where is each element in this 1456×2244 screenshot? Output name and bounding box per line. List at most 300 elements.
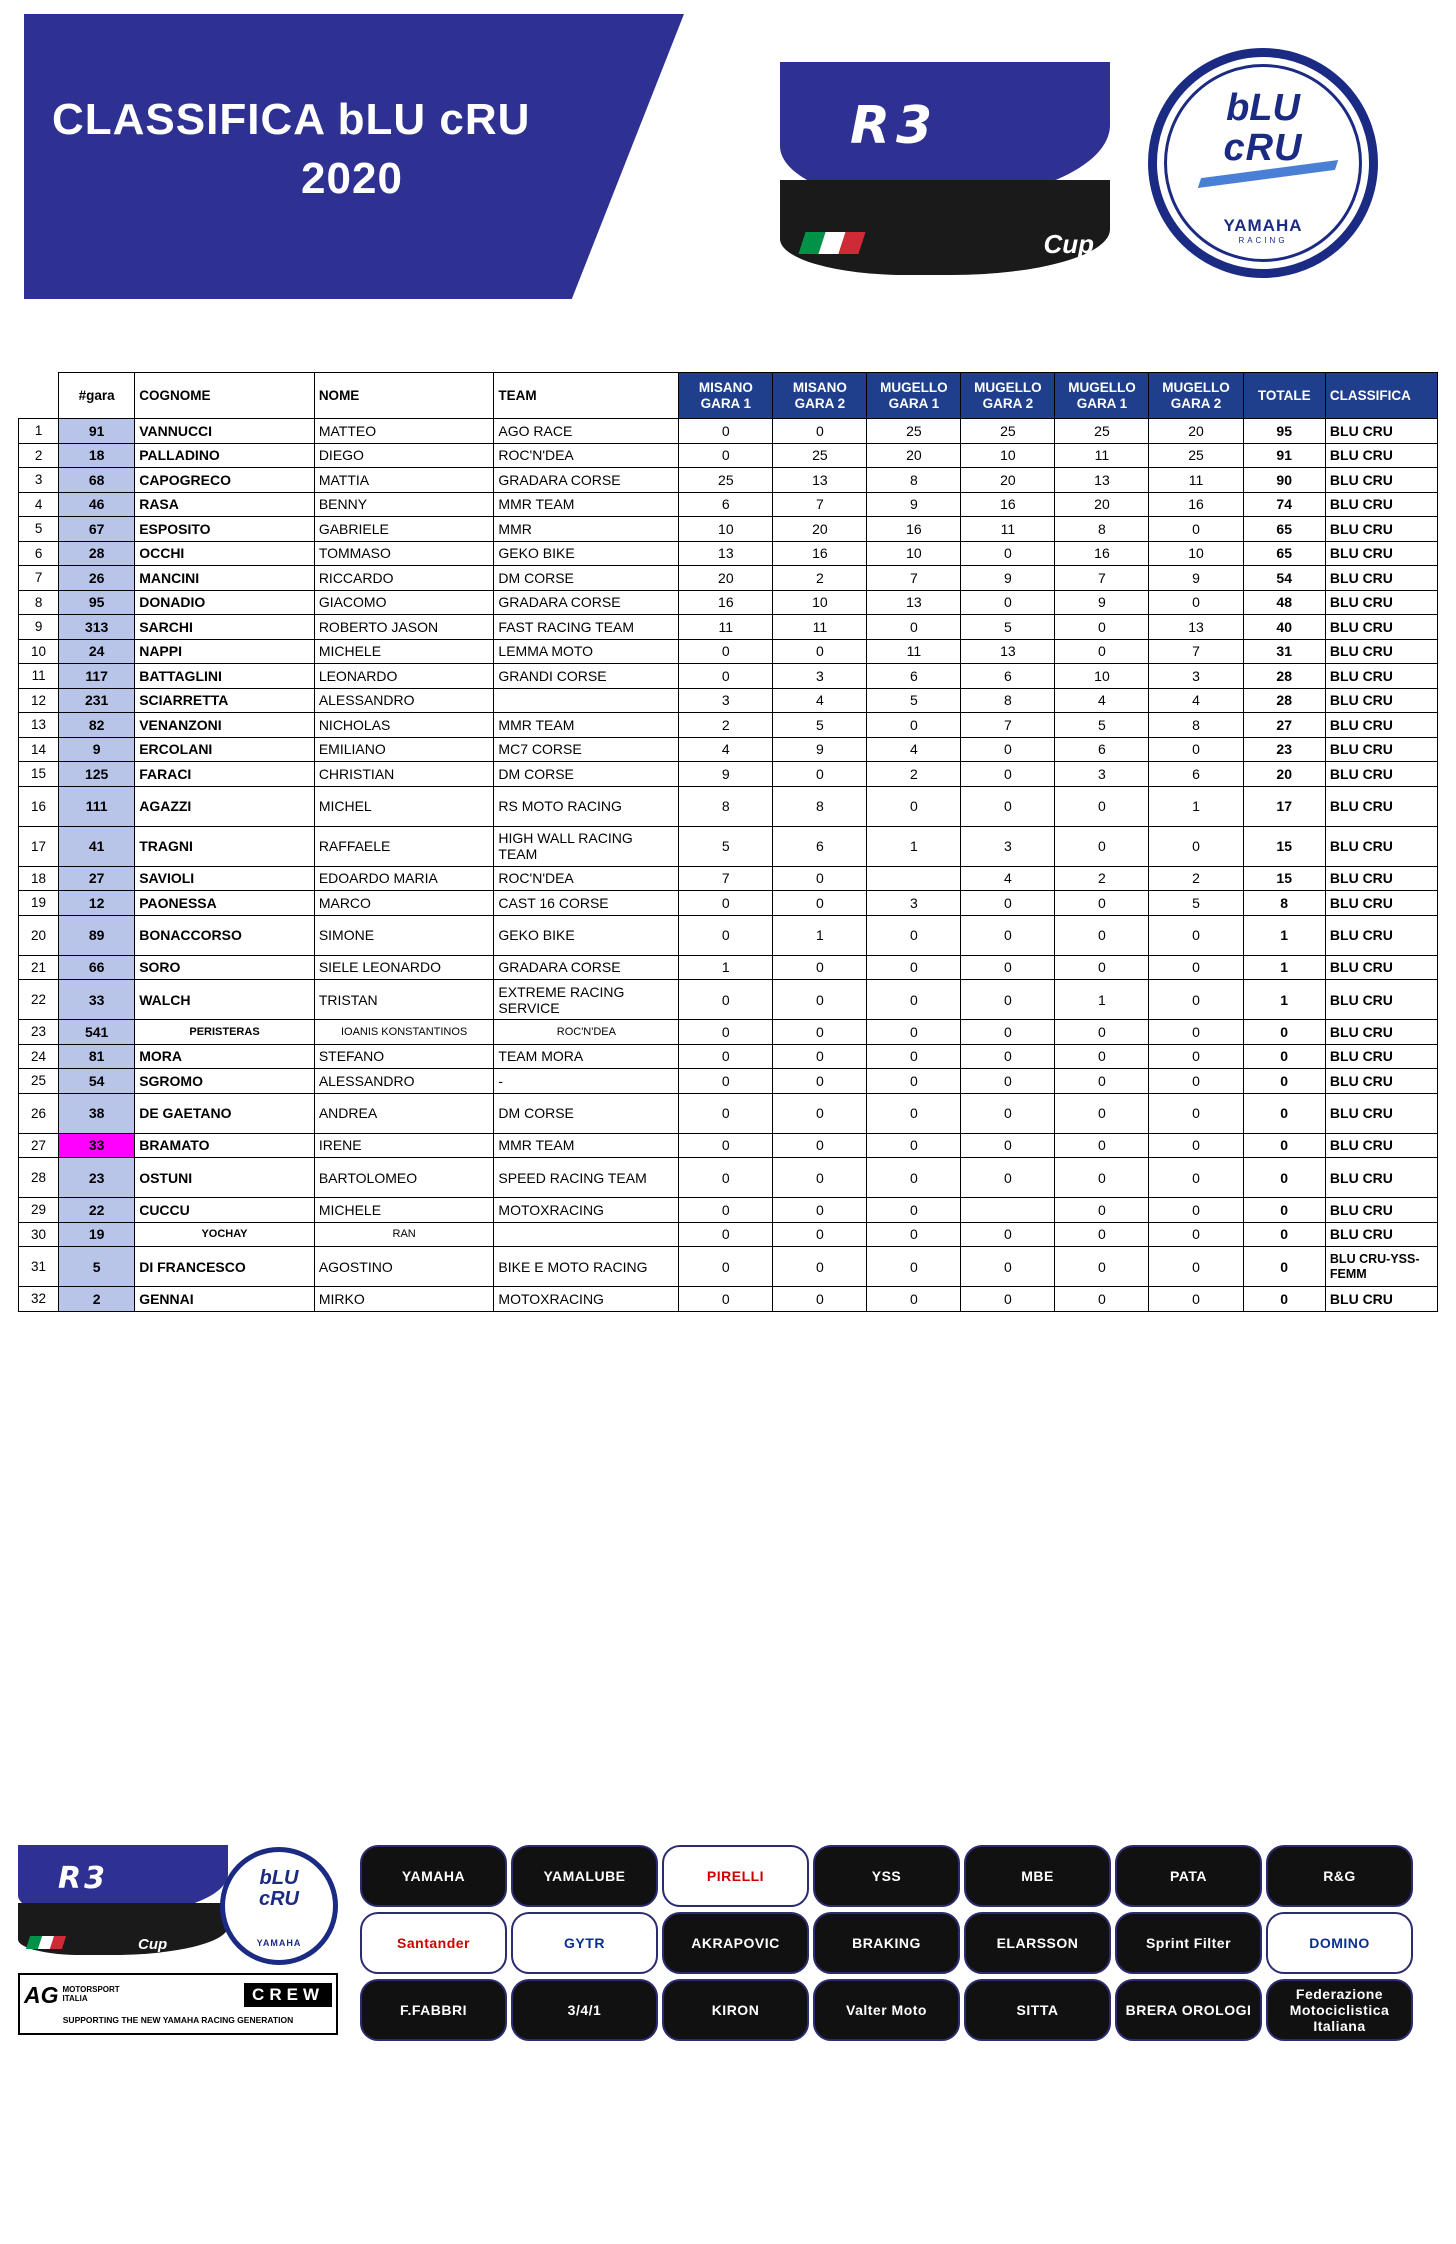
- row-race-score-6: 0: [1149, 826, 1243, 866]
- row-team: TEAM MORA: [494, 1044, 679, 1069]
- row-race-score-4: [961, 1198, 1055, 1223]
- table-row: [19, 615, 1438, 640]
- row-race-score-3: 10: [867, 541, 961, 566]
- table-row: [19, 866, 1438, 891]
- row-surname: MORA: [135, 1044, 315, 1069]
- row-surname: PAONESSA: [135, 891, 315, 916]
- row-firstname: RAFFAELE: [314, 826, 494, 866]
- row-race-score-2: 0: [773, 1158, 867, 1198]
- row-firstname: RICCARDO: [314, 566, 494, 591]
- row-race-score-2: 5: [773, 713, 867, 738]
- row-total: 31: [1243, 639, 1325, 664]
- footer-yamaha-brand: YAMAHA: [256, 1938, 302, 1948]
- table-row: [19, 688, 1438, 713]
- row-race-number: 82: [59, 713, 135, 738]
- row-race-score-1: 0: [679, 443, 773, 468]
- row-total: 1: [1243, 955, 1325, 980]
- row-firstname: ROBERTO JASON: [314, 615, 494, 640]
- row-total: 1: [1243, 915, 1325, 955]
- row-race-score-5: 8: [1055, 517, 1149, 542]
- row-race-score-3: 0: [867, 786, 961, 826]
- row-race-score-5: 1: [1055, 980, 1149, 1020]
- row-race-score-1: 0: [679, 639, 773, 664]
- row-race-score-3: 13: [867, 590, 961, 615]
- row-classification: BLU CRU: [1325, 664, 1437, 689]
- row-firstname: TRISTAN: [314, 980, 494, 1020]
- row-race-score-6: 25: [1149, 443, 1243, 468]
- row-position: 15: [19, 762, 59, 787]
- row-race-score-3: 16: [867, 517, 961, 542]
- sponsor-logo: SITTA: [964, 1979, 1111, 2041]
- row-classification: BLU CRU: [1325, 615, 1437, 640]
- sponsor-logo: KIRON: [662, 1979, 809, 2041]
- row-race-score-4: 0: [961, 1287, 1055, 1312]
- row-position: 5: [19, 517, 59, 542]
- row-race-score-1: 0: [679, 1093, 773, 1133]
- row-classification: BLU CRU: [1325, 866, 1437, 891]
- row-surname: TRAGNI: [135, 826, 315, 866]
- row-total: 15: [1243, 866, 1325, 891]
- ag-tagline: SUPPORTING THE NEW YAMAHA RACING GENERATION: [62, 2015, 294, 2025]
- row-race-score-3: 4: [867, 737, 961, 762]
- row-race-score-5: 9: [1055, 590, 1149, 615]
- row-race-score-1: 20: [679, 566, 773, 591]
- row-classification: BLU CRU: [1325, 980, 1437, 1020]
- row-race-score-6: 10: [1149, 541, 1243, 566]
- blu-cru-badge-text: [1157, 89, 1369, 169]
- row-race-score-6: 0: [1149, 1044, 1243, 1069]
- row-race-score-3: 6: [867, 664, 961, 689]
- row-firstname: ALESSANDRO: [314, 688, 494, 713]
- row-race-score-1: 0: [679, 664, 773, 689]
- row-race-number: 125: [59, 762, 135, 787]
- row-surname: AGAZZI: [135, 786, 315, 826]
- row-position: 25: [19, 1069, 59, 1094]
- row-race-score-4: 0: [961, 590, 1055, 615]
- row-race-score-1: 2: [679, 713, 773, 738]
- standings-table-container: [18, 372, 1438, 1312]
- row-race-number: 541: [59, 1020, 135, 1045]
- header-team: TEAM: [494, 373, 679, 419]
- row-race-score-5: 25: [1055, 419, 1149, 444]
- row-race-score-5: 0: [1055, 1287, 1149, 1312]
- header-position: [19, 373, 59, 419]
- row-firstname: MARCO: [314, 891, 494, 916]
- table-row: [19, 566, 1438, 591]
- row-race-score-5: 3: [1055, 762, 1149, 787]
- row-classification: BLU CRU: [1325, 713, 1437, 738]
- row-position: 7: [19, 566, 59, 591]
- row-race-score-2: 0: [773, 1247, 867, 1287]
- row-race-score-2: 0: [773, 866, 867, 891]
- row-surname: SAVIOLI: [135, 866, 315, 891]
- row-race-score-2: 13: [773, 468, 867, 493]
- row-race-score-4: 16: [961, 492, 1055, 517]
- row-classification: BLU CRU: [1325, 419, 1437, 444]
- r3-swoosh-black: [780, 180, 1110, 275]
- row-race-score-3: 0: [867, 1198, 961, 1223]
- sponsor-logo: PIRELLI: [662, 1845, 809, 1907]
- row-team: HIGH WALL RACING TEAM: [494, 826, 679, 866]
- row-race-score-6: 0: [1149, 1198, 1243, 1223]
- header-race-4-line2: GARA 2: [982, 395, 1034, 411]
- row-team: FAST RACING TEAM: [494, 615, 679, 640]
- row-race-score-2: 0: [773, 419, 867, 444]
- row-team: GRADARA CORSE: [494, 955, 679, 980]
- row-race-number: 54: [59, 1069, 135, 1094]
- row-race-score-5: 13: [1055, 468, 1149, 493]
- row-race-score-1: 0: [679, 1158, 773, 1198]
- row-firstname: EDOARDO MARIA: [314, 866, 494, 891]
- yamaha-brand-label: YAMAHA: [1223, 216, 1303, 235]
- row-position: 18: [19, 866, 59, 891]
- footer-cup-label: Cup: [138, 1936, 168, 1953]
- row-firstname: MICHEL: [314, 786, 494, 826]
- row-race-number: 26: [59, 566, 135, 591]
- row-race-score-2: 16: [773, 541, 867, 566]
- row-surname: BATTAGLINI: [135, 664, 315, 689]
- row-race-score-1: 0: [679, 915, 773, 955]
- row-classification: BLU CRU: [1325, 541, 1437, 566]
- row-team: [494, 1222, 679, 1247]
- row-race-score-5: 0: [1055, 915, 1149, 955]
- row-race-score-2: 0: [773, 980, 867, 1020]
- row-firstname: ANDREA: [314, 1093, 494, 1133]
- table-row: [19, 1247, 1438, 1287]
- row-position: 17: [19, 826, 59, 866]
- page-title-line2: 2020: [301, 154, 403, 204]
- row-race-score-2: 1: [773, 915, 867, 955]
- row-surname: WALCH: [135, 980, 315, 1020]
- row-position: 14: [19, 737, 59, 762]
- row-firstname: MICHELE: [314, 639, 494, 664]
- sponsor-logo: R&G: [1266, 1845, 1413, 1907]
- table-row: [19, 541, 1438, 566]
- footer-blu-cru-badge: [220, 1847, 338, 1965]
- row-classification: BLU CRU: [1325, 688, 1437, 713]
- row-race-score-2: 0: [773, 1093, 867, 1133]
- row-race-score-6: 0: [1149, 737, 1243, 762]
- row-race-score-2: 7: [773, 492, 867, 517]
- row-firstname: IRENE: [314, 1133, 494, 1158]
- sponsor-logo: F.FABBRI: [360, 1979, 507, 2041]
- row-race-score-4: 10: [961, 443, 1055, 468]
- row-total: 0: [1243, 1044, 1325, 1069]
- row-race-number: 46: [59, 492, 135, 517]
- row-race-score-2: 11: [773, 615, 867, 640]
- table-row: [19, 1069, 1438, 1094]
- row-race-score-5: 0: [1055, 786, 1149, 826]
- row-team: CAST 16 CORSE: [494, 891, 679, 916]
- row-race-score-6: 7: [1149, 639, 1243, 664]
- row-race-score-1: 1: [679, 955, 773, 980]
- row-race-score-2: 6: [773, 826, 867, 866]
- row-race-score-4: 4: [961, 866, 1055, 891]
- row-race-score-3: 3: [867, 891, 961, 916]
- footer-r3-logo-text: R3: [58, 1861, 108, 1896]
- row-race-score-1: 0: [679, 980, 773, 1020]
- row-classification: BLU CRU: [1325, 786, 1437, 826]
- row-firstname: MATTIA: [314, 468, 494, 493]
- page-header: [0, 0, 1456, 305]
- row-team: ROC'N'DEA: [494, 1020, 679, 1045]
- row-position: 10: [19, 639, 59, 664]
- row-race-score-5: 0: [1055, 1044, 1149, 1069]
- row-race-score-3: 0: [867, 1287, 961, 1312]
- row-total: 1: [1243, 980, 1325, 1020]
- row-race-number: 231: [59, 688, 135, 713]
- row-race-score-3: 0: [867, 1069, 961, 1094]
- row-classification: BLU CRU: [1325, 1093, 1437, 1133]
- row-race-score-6: 0: [1149, 1222, 1243, 1247]
- cup-label: Cup: [1043, 229, 1094, 259]
- header-race-2-line2: GARA 2: [794, 395, 846, 411]
- sponsor-logo: DOMINO: [1266, 1912, 1413, 1974]
- row-team: AGO RACE: [494, 419, 679, 444]
- row-race-score-4: 0: [961, 1133, 1055, 1158]
- row-classification: BLU CRU: [1325, 826, 1437, 866]
- row-surname: RASA: [135, 492, 315, 517]
- page-footer: [0, 1835, 1456, 2155]
- row-surname: SGROMO: [135, 1069, 315, 1094]
- footer-badge-line1: bLU: [259, 1867, 299, 1889]
- row-race-score-3: 5: [867, 688, 961, 713]
- row-race-score-2: 0: [773, 762, 867, 787]
- row-race-score-5: 0: [1055, 826, 1149, 866]
- row-race-number: 33: [59, 980, 135, 1020]
- row-classification: BLU CRU: [1325, 492, 1437, 517]
- row-firstname: MATTEO: [314, 419, 494, 444]
- row-team: BIKE E MOTO RACING: [494, 1247, 679, 1287]
- row-race-number: 24: [59, 639, 135, 664]
- row-race-number: 27: [59, 866, 135, 891]
- row-race-score-1: 0: [679, 1044, 773, 1069]
- row-total: 54: [1243, 566, 1325, 591]
- row-race-score-4: 0: [961, 980, 1055, 1020]
- row-race-number: 117: [59, 664, 135, 689]
- row-surname: MANCINI: [135, 566, 315, 591]
- row-total: 0: [1243, 1020, 1325, 1045]
- table-row: [19, 443, 1438, 468]
- row-race-score-3: 0: [867, 1044, 961, 1069]
- row-position: 11: [19, 664, 59, 689]
- row-race-score-6: 2: [1149, 866, 1243, 891]
- footer-logos: [18, 1845, 338, 1965]
- row-race-score-4: 0: [961, 1158, 1055, 1198]
- row-total: 0: [1243, 1133, 1325, 1158]
- row-race-number: 33: [59, 1133, 135, 1158]
- row-race-score-5: 4: [1055, 688, 1149, 713]
- row-race-score-1: 0: [679, 1133, 773, 1158]
- row-position: 26: [19, 1093, 59, 1133]
- row-race-number: 66: [59, 955, 135, 980]
- table-row: [19, 891, 1438, 916]
- row-race-score-1: 0: [679, 1222, 773, 1247]
- row-classification: BLU CRU: [1325, 1020, 1437, 1045]
- row-race-number: 19: [59, 1222, 135, 1247]
- row-race-score-4: 13: [961, 639, 1055, 664]
- row-total: 0: [1243, 1198, 1325, 1223]
- row-race-score-1: 11: [679, 615, 773, 640]
- row-total: 91: [1243, 443, 1325, 468]
- row-race-score-5: 11: [1055, 443, 1149, 468]
- row-race-score-1: 16: [679, 590, 773, 615]
- yamaha-brand: [1157, 216, 1369, 245]
- row-race-number: 89: [59, 915, 135, 955]
- footer-r3-cup-logo: [18, 1845, 338, 1965]
- row-surname: OCCHI: [135, 541, 315, 566]
- row-total: 28: [1243, 664, 1325, 689]
- row-total: 48: [1243, 590, 1325, 615]
- row-race-score-5: 6: [1055, 737, 1149, 762]
- row-team: ROC'N'DEA: [494, 866, 679, 891]
- table-row: [19, 713, 1438, 738]
- sponsor-logo: PATA: [1115, 1845, 1262, 1907]
- row-position: 23: [19, 1020, 59, 1045]
- row-total: 17: [1243, 786, 1325, 826]
- row-position: 12: [19, 688, 59, 713]
- blu-cru-badge-line1: bLU: [1226, 87, 1300, 129]
- row-classification: BLU CRU-YSS-FEMM: [1325, 1247, 1437, 1287]
- table-row: [19, 1133, 1438, 1158]
- row-position: 16: [19, 786, 59, 826]
- sponsor-logo: MBE: [964, 1845, 1111, 1907]
- row-classification: BLU CRU: [1325, 443, 1437, 468]
- row-race-score-1: 0: [679, 1287, 773, 1312]
- page-title-line1: CLASSIFICA bLU cRU: [52, 95, 531, 144]
- row-race-score-4: 6: [961, 664, 1055, 689]
- header-race-3: [867, 373, 961, 419]
- row-team: MMR TEAM: [494, 492, 679, 517]
- row-race-score-6: 5: [1149, 891, 1243, 916]
- row-classification: BLU CRU: [1325, 639, 1437, 664]
- row-surname: PERISTERAS: [135, 1020, 315, 1045]
- row-total: 28: [1243, 688, 1325, 713]
- row-race-score-5: 0: [1055, 1158, 1149, 1198]
- row-race-score-2: 10: [773, 590, 867, 615]
- row-race-score-1: 9: [679, 762, 773, 787]
- row-total: 0: [1243, 1287, 1325, 1312]
- sponsor-logo: ELARSSON: [964, 1912, 1111, 1974]
- row-race-number: 68: [59, 468, 135, 493]
- standings-table-head: [19, 373, 1438, 419]
- row-race-score-1: 10: [679, 517, 773, 542]
- table-row: [19, 1093, 1438, 1133]
- row-position: 29: [19, 1198, 59, 1223]
- row-position: 6: [19, 541, 59, 566]
- row-total: 0: [1243, 1247, 1325, 1287]
- row-team: MMR TEAM: [494, 713, 679, 738]
- row-total: 0: [1243, 1069, 1325, 1094]
- row-race-score-3: 0: [867, 1093, 961, 1133]
- row-race-score-6: 0: [1149, 1020, 1243, 1045]
- table-row: [19, 468, 1438, 493]
- table-row: [19, 664, 1438, 689]
- row-race-score-6: 0: [1149, 955, 1243, 980]
- row-race-score-4: 0: [961, 891, 1055, 916]
- standings-table: [18, 372, 1438, 1312]
- row-firstname: AGOSTINO: [314, 1247, 494, 1287]
- row-race-score-6: 0: [1149, 590, 1243, 615]
- row-position: 4: [19, 492, 59, 517]
- row-race-score-4: 0: [961, 762, 1055, 787]
- row-race-score-4: 0: [961, 1093, 1055, 1133]
- row-race-score-2: 0: [773, 639, 867, 664]
- row-race-score-3: 9: [867, 492, 961, 517]
- row-race-score-6: 3: [1149, 664, 1243, 689]
- row-firstname: GIACOMO: [314, 590, 494, 615]
- header-race-6: [1149, 373, 1243, 419]
- header-race-2-line1: MISANO: [792, 379, 847, 395]
- row-race-number: 41: [59, 826, 135, 866]
- row-team: EXTREME RACING SERVICE: [494, 980, 679, 1020]
- row-race-score-5: 0: [1055, 1133, 1149, 1158]
- row-race-score-4: 5: [961, 615, 1055, 640]
- row-classification: BLU CRU: [1325, 891, 1437, 916]
- row-race-score-6: 0: [1149, 1069, 1243, 1094]
- row-classification: BLU CRU: [1325, 468, 1437, 493]
- row-race-score-3: 0: [867, 980, 961, 1020]
- sponsor-logo: Valter Moto: [813, 1979, 960, 2041]
- row-surname: BONACCORSO: [135, 915, 315, 955]
- row-race-score-4: 0: [961, 541, 1055, 566]
- row-race-number: 5: [59, 1247, 135, 1287]
- header-race-5-line1: MUGELLO: [1068, 379, 1136, 395]
- row-total: 23: [1243, 737, 1325, 762]
- row-surname: BRAMATO: [135, 1133, 315, 1158]
- row-firstname: MICHELE: [314, 1198, 494, 1223]
- row-surname: SCIARRETTA: [135, 688, 315, 713]
- row-classification: BLU CRU: [1325, 1069, 1437, 1094]
- row-firstname: IOANIS KONSTANTINOS: [314, 1020, 494, 1045]
- row-race-score-4: 0: [961, 915, 1055, 955]
- row-race-score-1: 0: [679, 1020, 773, 1045]
- row-race-score-3: 0: [867, 1222, 961, 1247]
- sponsor-logo: YAMAHA: [360, 1845, 507, 1907]
- header-race-number: #gara: [59, 373, 135, 419]
- header-race-1: [679, 373, 773, 419]
- row-race-score-2: 0: [773, 1044, 867, 1069]
- row-race-number: 2: [59, 1287, 135, 1312]
- row-position: 2: [19, 443, 59, 468]
- row-race-score-2: 0: [773, 891, 867, 916]
- row-race-number: 95: [59, 590, 135, 615]
- row-total: 65: [1243, 517, 1325, 542]
- row-race-score-2: 3: [773, 664, 867, 689]
- header-race-3-line2: GARA 1: [888, 395, 940, 411]
- row-surname: DONADIO: [135, 590, 315, 615]
- page-title: [52, 90, 612, 209]
- header-race-1-line2: GARA 1: [700, 395, 752, 411]
- row-surname: GENNAI: [135, 1287, 315, 1312]
- row-classification: BLU CRU: [1325, 1158, 1437, 1198]
- row-race-score-4: 0: [961, 1044, 1055, 1069]
- row-team: -: [494, 1069, 679, 1094]
- row-race-score-2: 0: [773, 1069, 867, 1094]
- row-race-score-3: 0: [867, 1158, 961, 1198]
- table-row: [19, 980, 1438, 1020]
- row-race-score-1: 0: [679, 1198, 773, 1223]
- row-team: MC7 CORSE: [494, 737, 679, 762]
- sponsor-logo: GYTR: [511, 1912, 658, 1974]
- table-row: [19, 786, 1438, 826]
- yamaha-brand-sub: RACING: [1238, 236, 1288, 245]
- row-firstname: BENNY: [314, 492, 494, 517]
- row-surname: YOCHAY: [135, 1222, 315, 1247]
- row-total: 74: [1243, 492, 1325, 517]
- row-race-score-1: 25: [679, 468, 773, 493]
- row-position: 8: [19, 590, 59, 615]
